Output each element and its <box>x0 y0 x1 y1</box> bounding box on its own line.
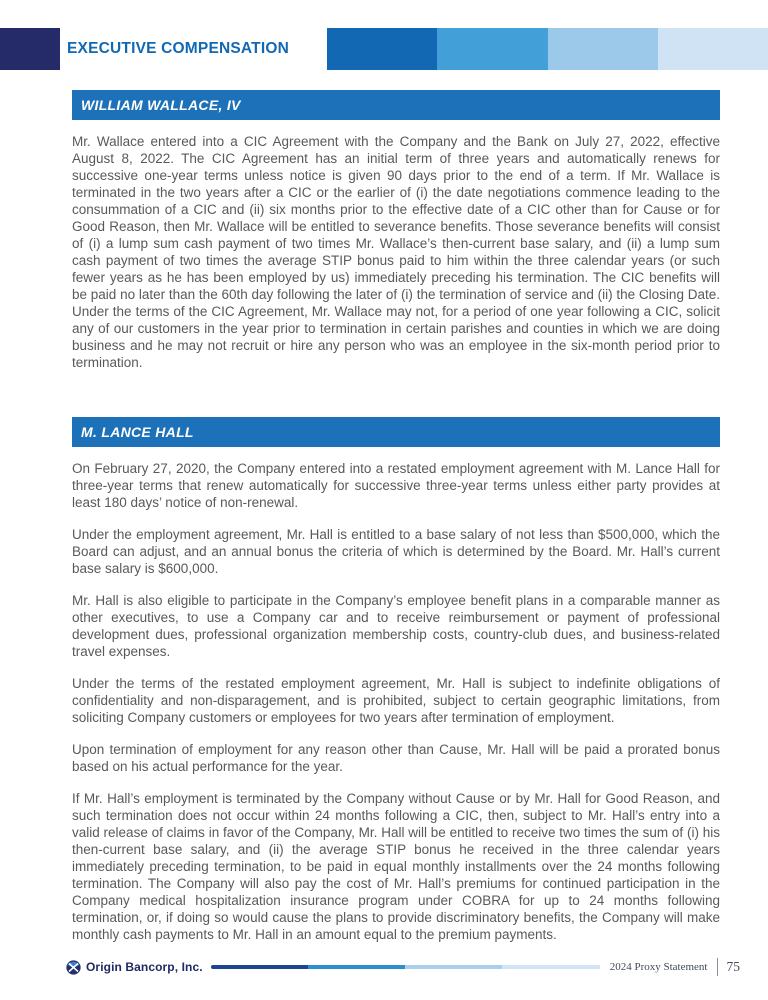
footer-gradient-line <box>211 965 600 969</box>
body-paragraph: Under the employment agreement, Mr. Hall is entitled to a base salary of not less than $500,000, which the Board can adjust, and an annual bonus the criteria of which is determined by the Board. Mr. Hall’s current base salary is $600,000. <box>72 527 720 576</box>
header-band <box>0 28 768 70</box>
section-title-bar <box>72 90 720 120</box>
footer-line-segment-3 <box>405 965 502 969</box>
body-paragraph: Mr. Hall is also eligible to participate in the Company’s employee benefit plans in a comparable manner as other executives, to use a Company car and to receive reimbursement or payment of professional development dues, professional organization membership costs, country-club dues, and business-related travel expenses. <box>72 593 720 659</box>
body-paragraph: Mr. Wallace entered into a CIC Agreement with the Company and the Bank on July 27, 2022, effective August 8, 2022. The CIC Agreement has an initial term of three years and automatically renews for successive one-year terms unless notice is given 90 days prior to the end of a term. If Mr. Wallace is terminated in the two years after a CIC or the earlier of (i) the date negotiations commence leading to the consummation of a CIC and (ii) six months prior to the effective date of a CIC other than for Cause or for Good Reason, then Mr. Wallace will be entitled to severance benefits. Those severance benefits will consist of (i) a lump sum cash payment of two times Mr. Wallace’s then-current base salary, and (ii) a lump sum cash payment of two times the average STIP bonus paid to him within the three calendar years (or such fewer years as he has been employed by us) immediately preceding his termination. The CIC benefits will be paid no later than the 60th day following the later of (i) the termination of service and (ii) the Closing Date. Under the terms of the CIC Agreement, Mr. Wallace may not, for a period of one year following a CIC, solicit any of our customers in the year prior to termination in certain parishes and counties in which we are doing business and he may not recruit or hire any person who was an employee in the six-month period prior to termination. <box>72 134 720 370</box>
footer-line-segment-1 <box>211 965 308 969</box>
company-name: Origin Bancorp, Inc. <box>86 960 203 974</box>
gradient-segment-2 <box>437 28 547 70</box>
section-m-lance-hall <box>72 417 720 943</box>
footer-line-segment-4 <box>502 965 599 969</box>
page-title: EXECUTIVE COMPENSATION <box>67 40 289 57</box>
section-title: WILLIAM WALLACE, IV <box>81 97 241 113</box>
gradient-segment-4 <box>658 28 768 70</box>
gradient-segment-1 <box>327 28 437 70</box>
page-footer <box>66 957 740 977</box>
footer-line-segment-2 <box>308 965 405 969</box>
navy-accent-block <box>0 28 60 70</box>
page-number: 75 <box>726 959 740 974</box>
footer-divider <box>717 958 718 976</box>
origin-bancorp-logo-icon <box>66 960 81 975</box>
body-paragraph: On February 27, 2020, the Company entered into a restated employment agreement with M. Lance Hall for three-year terms that renew automatically for successive three-year terms unless either party provides at least 180 days’ notice of non-renewal. <box>72 461 720 510</box>
proxy-statement-label: 2024 Proxy Statement <box>609 961 708 973</box>
section-william-wallace <box>72 90 720 371</box>
header-gradient-band <box>327 28 768 70</box>
body-paragraph: Upon termination of employment for any reason other than Cause, Mr. Hall will be paid a prorated bonus based on his actual performance for the year. <box>72 742 720 774</box>
section-title: M. LANCE HALL <box>81 424 194 440</box>
body-paragraph: If Mr. Hall’s employment is terminated by the Company without Cause or by Mr. Hall for Good Reason, and such termination does not occur within 24 months following a CIC, then, subject to Mr. Hall’s entry into a valid release of claims in favor of the Company, Mr. Hall will be entitled to receive two times the sum of (i) his then-current base salary, and (ii) the average STIP bonus he received in the three calendar years immediately preceding termination, to be paid in equal monthly installments over the 24 months following termination. The Company will also pay the cost of Mr. Hall’s premiums for continued participation in the Company medical hospitalization insurance program under COBRA for up to 24 months following termination, or, if doing so would cause the plans to provide discriminatory benefits, the Company will make monthly cash payments to Mr. Hall in an amount equal to the premium payments. <box>72 791 720 942</box>
gradient-segment-3 <box>548 28 658 70</box>
body-paragraph: Under the terms of the restated employment agreement, Mr. Hall is subject to indefinite obligations of confidentiality and non-disparagement, and is prohibited, subject to certain geographic limitations, from soliciting Company customers or employees for two years after termination of employment. <box>72 676 720 725</box>
section-title-bar <box>72 417 720 447</box>
